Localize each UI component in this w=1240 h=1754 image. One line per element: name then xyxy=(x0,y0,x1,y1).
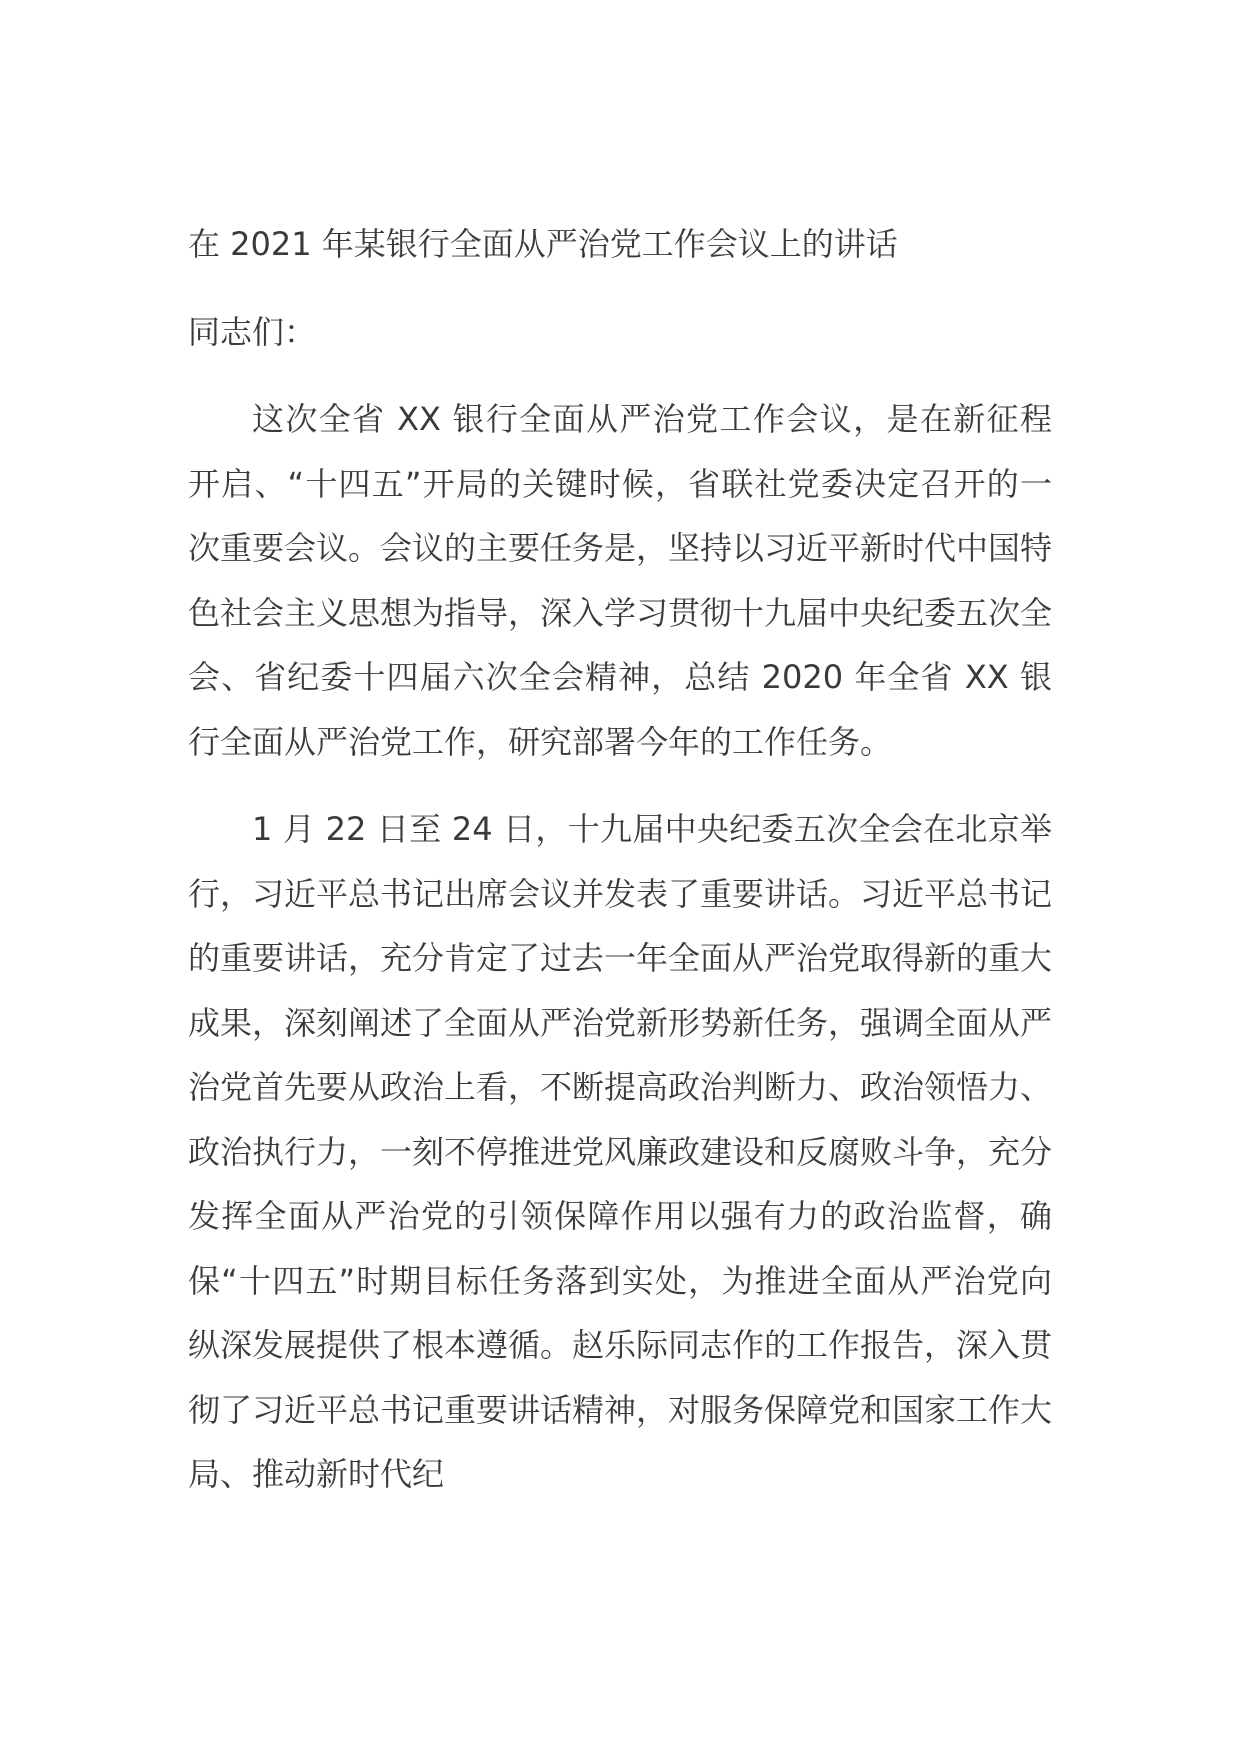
paragraph-2: 1 月 22 日至 24 日，十九届中央纪委五次全会在北京举行，习近平总书记出席会议并发表了重要讲话。习近平总书记的重要讲话，充分肯定了过去一年全面从严治党取得新的重大成果，深刻阐述了全面从严治党新形势新任务，强调全面从严治党首先要从政治上看，不断提高政治判断力、政治领悟力、政治执行力，一刻不停推进党风廉政建设和反腐败斗争，充分发挥全面从严治党的引领保障作用以强有力的政治监督，确保“十四五”时期目标任务落到实处，为推进全面从严治党向纵深发展提供了根本遵循。赵乐际同志作的工作报告，深入贯彻了习近平总书记重要讲话精神，对服务保障党和国家工作大局、推动新时代纪 xyxy=(188,810,1053,1493)
document-body xyxy=(188,212,1052,1507)
paragraph-1: 这次全省 XX 银行全面从严治党工作会议，是在新征程开启、“十四五”开局的关键时候，省联社党委决定召开的一次重要会议。会议的主要任务是，坚持以习近平新时代中国特色社会主义思想为指导，深入学习贯彻十九届中央纪委五次全会、省纪委十四届六次全会精神，总结 2020 年全省 XX 银行全面从严治党工作，研究部署今年的工作任务。 xyxy=(188,400,1053,761)
document-title: 在 2021 年某银行全面从严治党工作会议上的讲话 xyxy=(188,225,898,263)
salutation: 同志们： xyxy=(188,312,317,351)
